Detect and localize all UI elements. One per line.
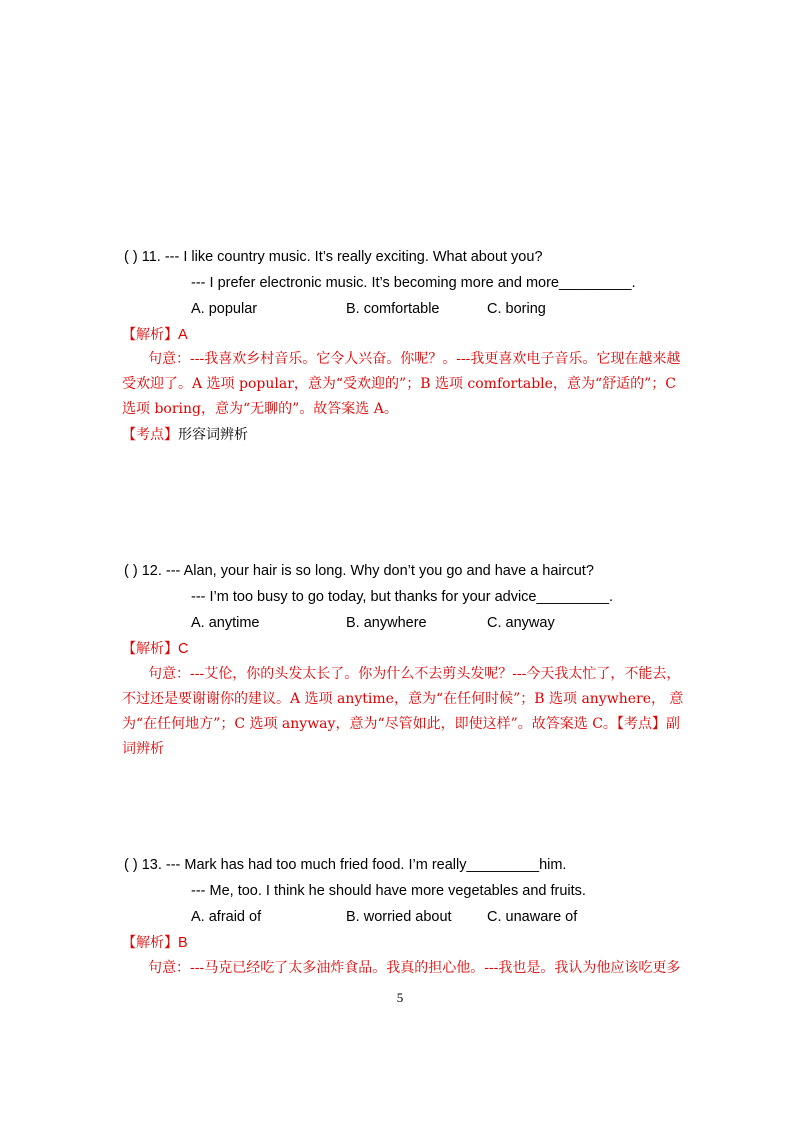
test-point-label: 【考点】 (122, 427, 178, 443)
explanation-line: 为“在任何地方”；C 选项 anyway，意为“尽管如此，即使这样”。故答案选 C。【考点】副 (122, 716, 680, 732)
question-stem: ( ) 11. --- I like country music. It’s really exciting. What about you? (124, 249, 543, 265)
option-a: A. popular (191, 301, 258, 317)
explanation-line: 词辨析 (122, 741, 164, 757)
option-b: B. anywhere (346, 615, 427, 631)
answer-letter: C (178, 641, 189, 657)
explanation-line: 句意：---艾伦，你的头发太长了。你为什么不去剪头发呢？---今天我太忙了，不能去， (148, 666, 681, 682)
explanation-line: 句意：---马克已经吃了太多油炸食品。我真的担心他。---我也是。我认为他应该吃更多 (148, 960, 681, 976)
explanation-line: 不过还是要谢谢你的建议。A 选项 anytime，意为“在任何时候”；B 选项 anywhere， 意 (122, 691, 684, 707)
answer-letter: A (178, 327, 188, 343)
analysis-label: 【解析】 (122, 935, 178, 951)
analysis-label: 【解析】 (122, 327, 178, 343)
page-number: 5 (396, 990, 404, 1005)
option-b: B. worried about (346, 909, 452, 925)
answer-letter: B (178, 935, 188, 951)
option-c: C. boring (487, 301, 546, 317)
analysis-heading (122, 640, 188, 658)
explanation-line: 选项 boring，意为“无聊的”。故答案选 A。 (122, 401, 398, 417)
question-reply: --- Me, too. I think he should have more vegetables and fruits. (191, 883, 586, 899)
option-c: C. unaware of (487, 909, 578, 925)
analysis-heading (122, 326, 188, 344)
explanation-line: 句意：---我喜欢乡村音乐。它令人兴奋。你呢？。---我更喜欢电子音乐。它现在越来越 (148, 351, 681, 367)
test-point-value: 形容词辨析 (178, 427, 248, 443)
analysis-label: 【解析】 (122, 641, 178, 657)
test-point (122, 426, 248, 444)
question-reply: --- I’m too busy to go today, but thanks for your advice_________. (191, 589, 614, 605)
option-a: A. afraid of (191, 909, 262, 925)
option-b: B. comfortable (346, 301, 440, 317)
option-c: C. anyway (487, 615, 555, 631)
question-reply: --- I prefer electronic music. It’s becoming more and more_________. (191, 275, 636, 291)
question-stem: ( ) 13. --- Mark has had too much fried food. I’m really_________him. (124, 857, 567, 873)
analysis-heading (122, 934, 188, 952)
option-a: A. anytime (191, 615, 260, 631)
question-stem: ( ) 12. --- Alan, your hair is so long. Why don’t you go and have a haircut? (124, 563, 594, 579)
explanation-line: 受欢迎了。A 选项 popular，意为“受欢迎的”；B 选项 comfortable，意为“舒适的”；C (122, 376, 676, 392)
